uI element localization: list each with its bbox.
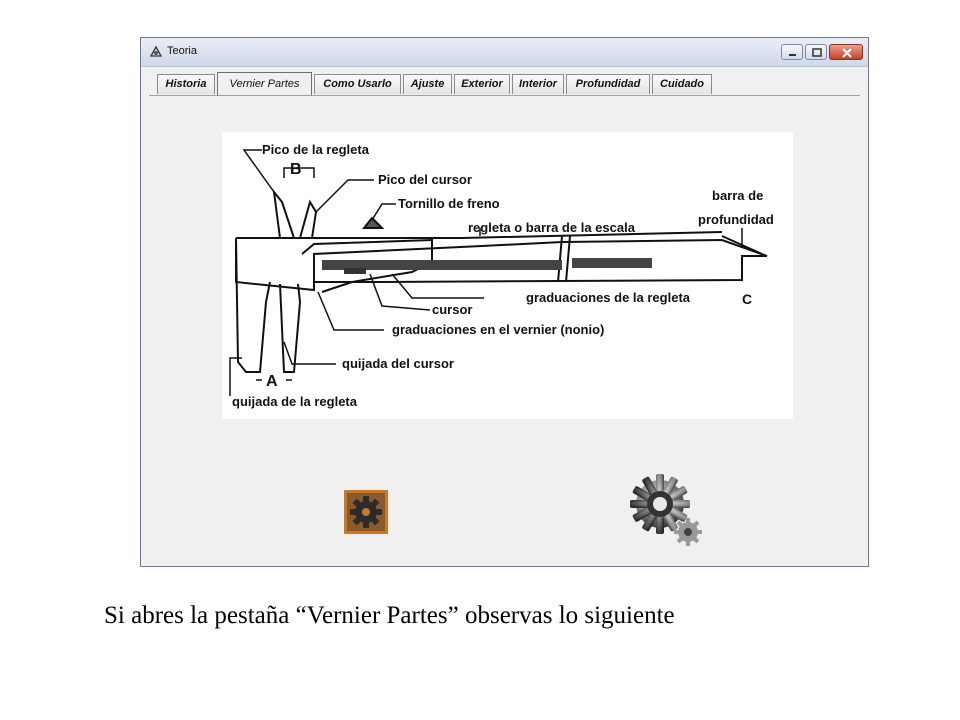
label-regleta-escala: regleta o barra de la escala [468, 220, 635, 235]
teoria-window [140, 37, 869, 567]
label-quijada-cursor: quijada del cursor [342, 356, 454, 371]
label-c: C [742, 291, 753, 307]
minimize-icon [782, 45, 804, 61]
gear-button-icon [344, 490, 388, 534]
vernier-drawing [236, 192, 767, 372]
label-graduaciones-regleta: graduaciones de la regleta [526, 290, 691, 305]
minimize-button[interactable] [781, 44, 803, 60]
label-b: B [290, 161, 302, 178]
maximize-icon [806, 45, 828, 61]
label-barra-de: barra de [712, 188, 764, 203]
tab-profundidad[interactable]: Profundidad [566, 74, 650, 94]
label-quijada-regleta: quijada de la regleta [232, 394, 357, 409]
vernier-parts-diagram [222, 132, 793, 419]
tab-interior[interactable]: Interior [512, 74, 564, 94]
maximize-button[interactable] [805, 44, 827, 60]
window-title: Teoria [167, 45, 197, 57]
tab-historia[interactable]: Historia [157, 74, 215, 94]
label-a: A [266, 373, 278, 390]
title-bar[interactable] [141, 38, 868, 67]
label-pico-regleta: Pico de la regleta [262, 142, 369, 157]
tab-exterior[interactable]: Exterior [454, 74, 510, 94]
tab-vernier-partes[interactable]: Vernier Partes [217, 72, 312, 95]
label-pico-cursor: Pico del cursor [378, 172, 472, 187]
label-profundidad: profundidad [698, 212, 774, 227]
tab-cuidado[interactable]: Cuidado [652, 74, 712, 94]
gear-button[interactable] [344, 490, 388, 534]
label-cursor: cursor [432, 302, 473, 317]
app-icon [149, 45, 163, 59]
close-button[interactable] [829, 44, 863, 60]
label-tornillo-freno: Tornillo de freno [398, 196, 500, 211]
gears-settings-icon [624, 470, 706, 552]
gears-button[interactable] [624, 470, 706, 552]
leader-lines [230, 150, 742, 396]
slide-caption: Si abres la pestaña “Vernier Partes” observas lo siguiente [104, 602, 675, 629]
tab-como-usarlo[interactable]: Como Usarlo [314, 74, 401, 94]
label-graduaciones-vernier: graduaciones en el vernier (nonio) [392, 322, 605, 337]
close-icon [830, 45, 864, 61]
tab-ajuste[interactable]: Ajuste [403, 74, 452, 94]
